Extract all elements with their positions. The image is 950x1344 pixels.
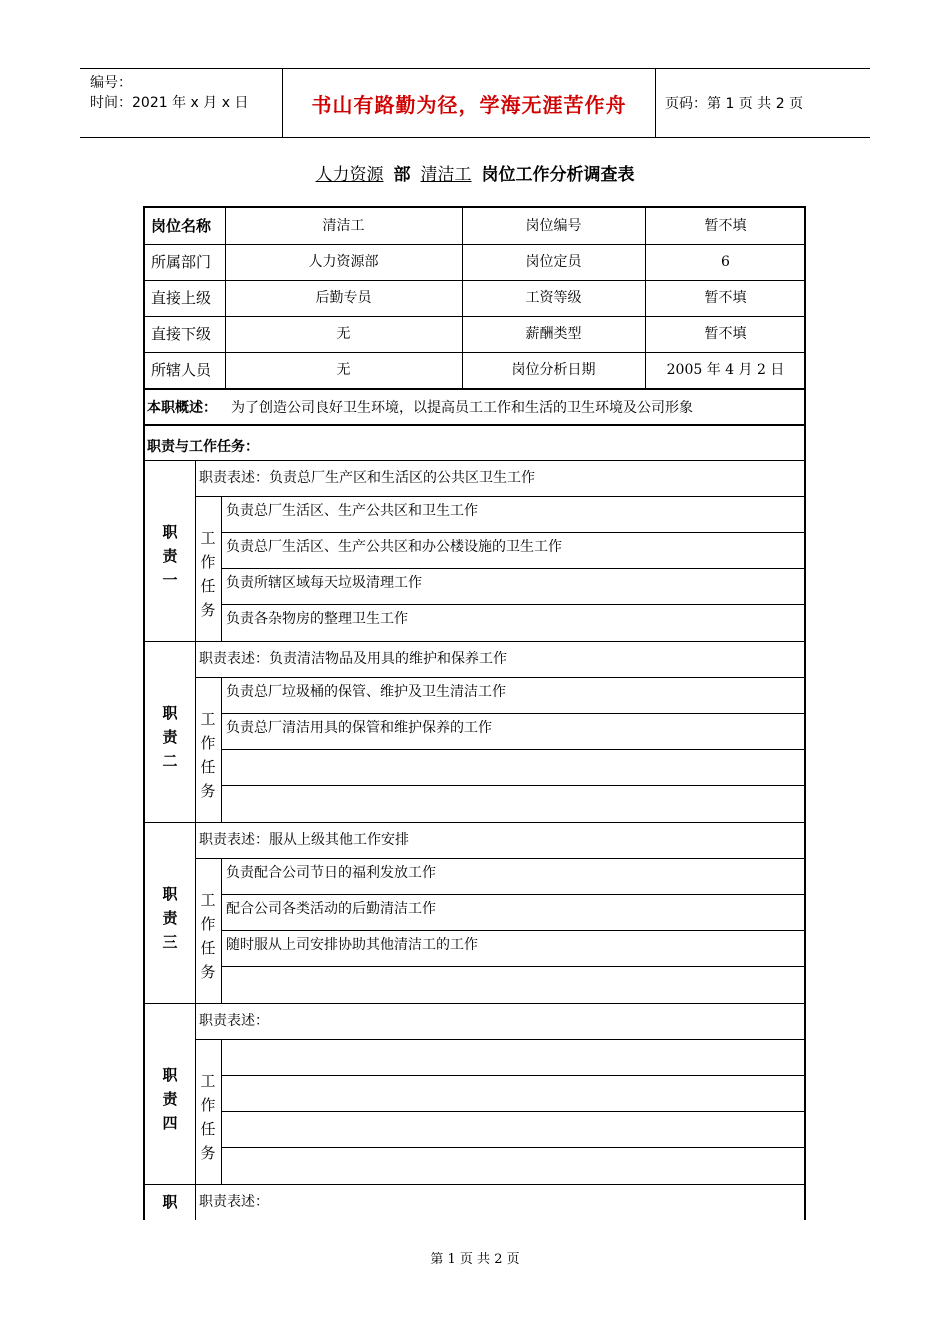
duty-task: 负责总厂生活区、生产公共区和办公楼设施的卫生工作 — [226, 539, 562, 555]
info-label: 薪酬类型 — [525, 326, 582, 342]
task-label-char: 任 — [200, 577, 216, 595]
task-label-char: 任 — [200, 939, 216, 957]
duty-task: 负责总厂垃圾桶的保管、维护及卫生清洁工作 — [226, 684, 506, 700]
duty-name-char: 责 — [162, 728, 178, 746]
info-label: 所辖人员 — [151, 361, 212, 379]
duty-name-char: 职 — [162, 704, 178, 722]
table-rule — [221, 1111, 804, 1112]
task-label-char: 作 — [200, 553, 216, 571]
duty-task: 负责总厂清洁用具的保管和维护保养的工作 — [226, 720, 492, 736]
table-rule — [221, 1075, 804, 1076]
info-value: 清洁工 — [322, 218, 365, 234]
task-label-char: 工 — [200, 891, 216, 909]
table-rule — [221, 858, 222, 1003]
task-label-char: 作 — [200, 1096, 216, 1114]
time-label: 时间：2021 年 x 月 x 日 — [90, 95, 249, 111]
title-suffix: 岗位工作分析调查表 — [481, 165, 635, 185]
info-value: 人力资源部 — [308, 254, 379, 270]
header-meta — [90, 73, 248, 113]
task-label-char: 务 — [200, 782, 216, 800]
info-value: 暂不填 — [704, 218, 747, 234]
duty-name-char: 责 — [162, 1090, 178, 1108]
task-label-char: 工 — [200, 1072, 216, 1090]
header-motto: 书山有路勤为径，学海无涯苦作舟 — [311, 92, 627, 117]
duty-task: 随时服从上司安排协助其他清洁工的工作 — [226, 937, 478, 953]
task-label-char: 务 — [200, 963, 216, 981]
duty-name-char: 责 — [162, 547, 178, 565]
task-label-char: 作 — [200, 915, 216, 933]
table-rule — [145, 425, 804, 426]
table-rule — [221, 496, 222, 641]
info-value: 无 — [336, 362, 351, 378]
duty-name-char: 二 — [162, 752, 178, 770]
table-rule — [221, 785, 804, 786]
info-label: 所属部门 — [151, 253, 212, 271]
duty-name-char: 职 — [162, 523, 178, 541]
duty-name-char: 四 — [162, 1114, 178, 1132]
duty-statement: 职责表述：负责总厂生产区和生活区的公共区卫生工作 — [199, 470, 535, 486]
duty-statement: 职责表述：负责清洁物品及用具的维护和保养工作 — [199, 651, 507, 667]
duty-name-char: 职 — [162, 885, 178, 903]
number-label: 编号： — [90, 75, 132, 91]
info-label: 岗位名称 — [151, 217, 212, 235]
duty-task: 负责配合公司节日的福利发放工作 — [226, 865, 436, 881]
info-value: 6 — [721, 254, 730, 270]
duty-name-char: 三 — [162, 933, 178, 951]
page-label: 页码：第 1 页 共 2 页 — [665, 96, 804, 112]
info-value: 无 — [336, 326, 351, 342]
task-label-char: 务 — [200, 601, 216, 619]
table-rule — [221, 966, 804, 967]
info-value: 后勤专员 — [315, 290, 372, 306]
duty-task: 负责所辖区域每天垃圾清理工作 — [226, 575, 422, 591]
duty-name-char: 责 — [162, 909, 178, 927]
info-label: 直接下级 — [151, 325, 212, 343]
task-label-char: 工 — [200, 529, 216, 547]
info-label: 岗位分析日期 — [511, 362, 596, 378]
header-divider — [655, 69, 656, 137]
task-label-char: 任 — [200, 1120, 216, 1138]
info-value: 暂不填 — [704, 290, 747, 306]
table-rule — [195, 1039, 804, 1040]
job-analysis-table — [143, 206, 806, 1220]
table-rule — [221, 1039, 222, 1184]
info-value: 2005 年 4 月 2 日 — [666, 362, 785, 378]
title-position: 清洁工 — [420, 165, 472, 185]
duty-task: 负责各杂物房的整理卫生工作 — [226, 611, 408, 627]
task-label-char: 作 — [200, 734, 216, 752]
summary-text: 为了创造公司良好卫生环境，以提高员工工作和生活的卫生环境及公司形象 — [231, 400, 693, 416]
duty-statement: 职责表述：服从上级其他工作安排 — [199, 832, 409, 848]
task-label-char: 工 — [200, 710, 216, 728]
info-label: 直接上级 — [151, 289, 212, 307]
duty-name-char: 职 — [162, 1066, 178, 1084]
title-dept: 人力资源 — [315, 165, 384, 185]
duty-name-char: 一 — [162, 571, 178, 589]
info-label: 岗位编号 — [525, 218, 582, 234]
table-rule — [221, 749, 804, 750]
info-value: 暂不填 — [704, 326, 747, 342]
duty-statement: 职责表述： — [199, 1013, 269, 1029]
duties-header: 职责与工作任务： — [147, 439, 259, 455]
document-header — [80, 68, 870, 138]
table-rule — [221, 1147, 804, 1148]
task-label-char: 务 — [200, 1144, 216, 1162]
table-rule — [195, 1184, 196, 1220]
page-title — [0, 160, 950, 185]
title-dept-suffix: 部 — [393, 165, 411, 185]
task-label-char: 任 — [200, 758, 216, 776]
duty-name-char: 职 — [162, 1193, 178, 1211]
duty-task: 负责总厂生活区、生产公共区和卫生工作 — [226, 503, 478, 519]
page-footer: 第 1 页 共 2 页 — [430, 1252, 520, 1267]
duty-statement: 职责表述： — [199, 1194, 269, 1210]
summary-label: 本职概述： — [147, 400, 217, 416]
info-label: 岗位定员 — [525, 254, 582, 270]
duty-task: 配合公司各类活动的后勤清洁工作 — [226, 901, 436, 917]
table-rule — [221, 677, 222, 822]
info-label: 工资等级 — [525, 290, 582, 306]
